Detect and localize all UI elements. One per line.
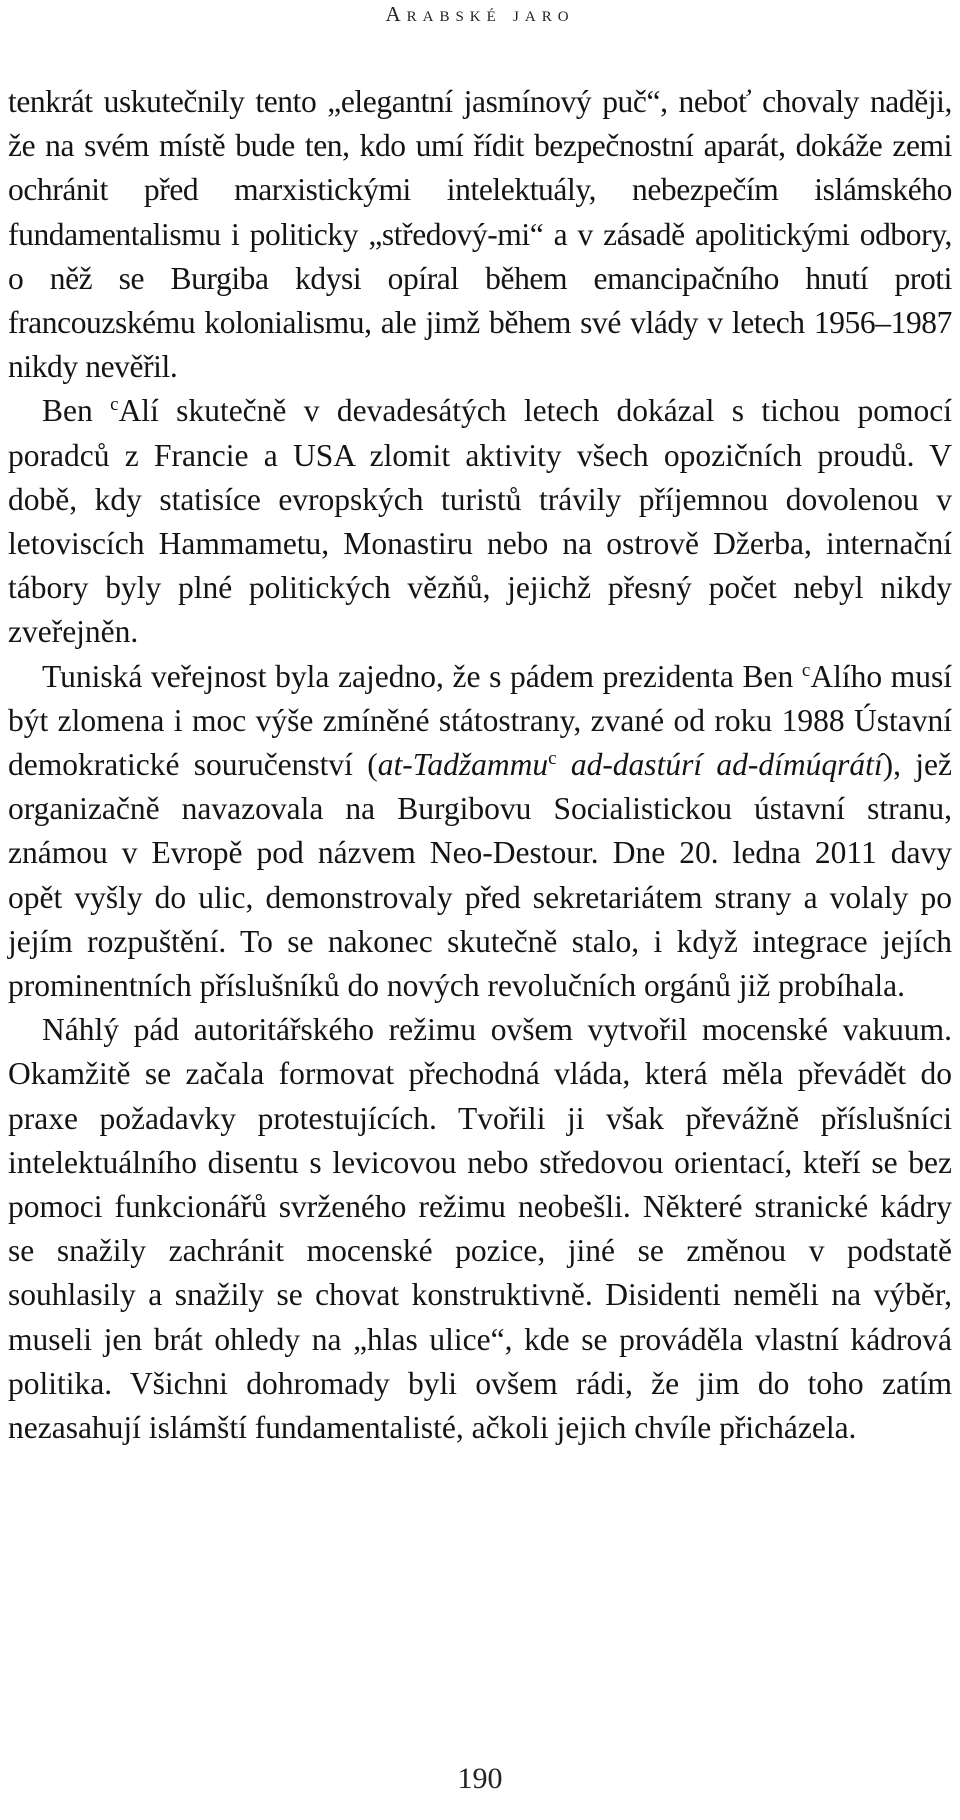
ayn-superscript: c <box>801 659 811 681</box>
ayn-superscript: c <box>110 394 119 416</box>
italic-transliteration: at-Tadžammu <box>377 747 549 783</box>
body-text <box>8 80 952 1450</box>
text-run: Tuniská veřejnost byla zajedno, že s pádem prezidenta Ben <box>42 658 802 694</box>
text-run: Alí skutečně v devadesátých letech dokázal s tichou pomocí poradců z Francie a USA zlomit aktivity všech opozičních proudů. V době, kdy statisíce evropských turistů trávily příjemnou dovolenou v letoviscích Hammametu, Monastiru nebo na ostrově Džerba, internační tábory byly plné politických vězňů, jejichž přesný počet nebyl nikdy zveřejněn. <box>8 393 952 650</box>
text-run: Alího musí být zlomena i moc výše zmíněné státostrany, zvané od roku 1988 Ústavní demokratické souručenství ( <box>8 658 952 783</box>
italic-transliteration: ad-dastúrí ad-dímúqrátí <box>556 747 883 783</box>
paragraph-ben-ali <box>8 389 952 654</box>
text-run: Ben <box>42 393 111 429</box>
text-run: ), jež organizačně navazovala na Burgibovu Socialistickou ústavní stranu, známou v Evropě pod názvem Neo-Destour. Dne 20. ledna 2011 davy opět vyšly do ulic, demonstrovaly před sekretariátem strany a volaly po jejím rozpuštění. To se nakonec skutečně stalo, i když integrace jejích prominentních příslušníků do nových revolučních orgánů již probíhala. <box>8 747 952 1004</box>
ayn-superscript: c <box>548 748 557 770</box>
paragraph-power-vacuum: Náhlý pád autoritářského režimu ovšem vytvořil mocenské vakuum. Okamžitě se začala formovat přechodná vláda, která měla převádět do praxe požadavky protestujících. Tvořili ji však převážně příslušníci intelektuálního disentu s levicovou nebo středovou orientací, kteří se bez pomoci funkcionářů svrženého režimu neobešli. Některé stranické kádry se snažily zachránit mocenské pozice, jiné se změnou v podstatě souhlasily a snažily se chovat konstruktivně. Disidenti neměli na výběr, museli jen brát ohledy na „hlas ulice“, kde se prováděla vlastní kádrová politika. Všichni dohromady byli ovšem rádi, že jim do toho zatím nezasahují islámští fundamentalisté, ačkoli jejich chvíle přicházela. <box>8 1012 952 1446</box>
page-number: 190 <box>457 1762 503 1795</box>
paragraph-tunisian-public <box>8 655 952 1009</box>
running-head: Arabské jaro <box>385 2 575 26</box>
paragraph-continuation: tenkrát uskutečnily tento „elegantní jasmínový puč“, neboť chovaly naději, že na svém místě bude ten, kdo umí řídit bezpečnostní aparát, dokáže zemi ochránit před marxistickými intelektuály, nebezpečím islámského fundamentalismu i politicky „středový-mi“ a v zásadě apolitickými odbory, o něž se Burgiba kdysi opíral během emancipačního hnutí proti francouzskému kolonialismu, ale jimž během své vlády v letech 1956–1987 nikdy nevěřil. <box>8 84 952 385</box>
